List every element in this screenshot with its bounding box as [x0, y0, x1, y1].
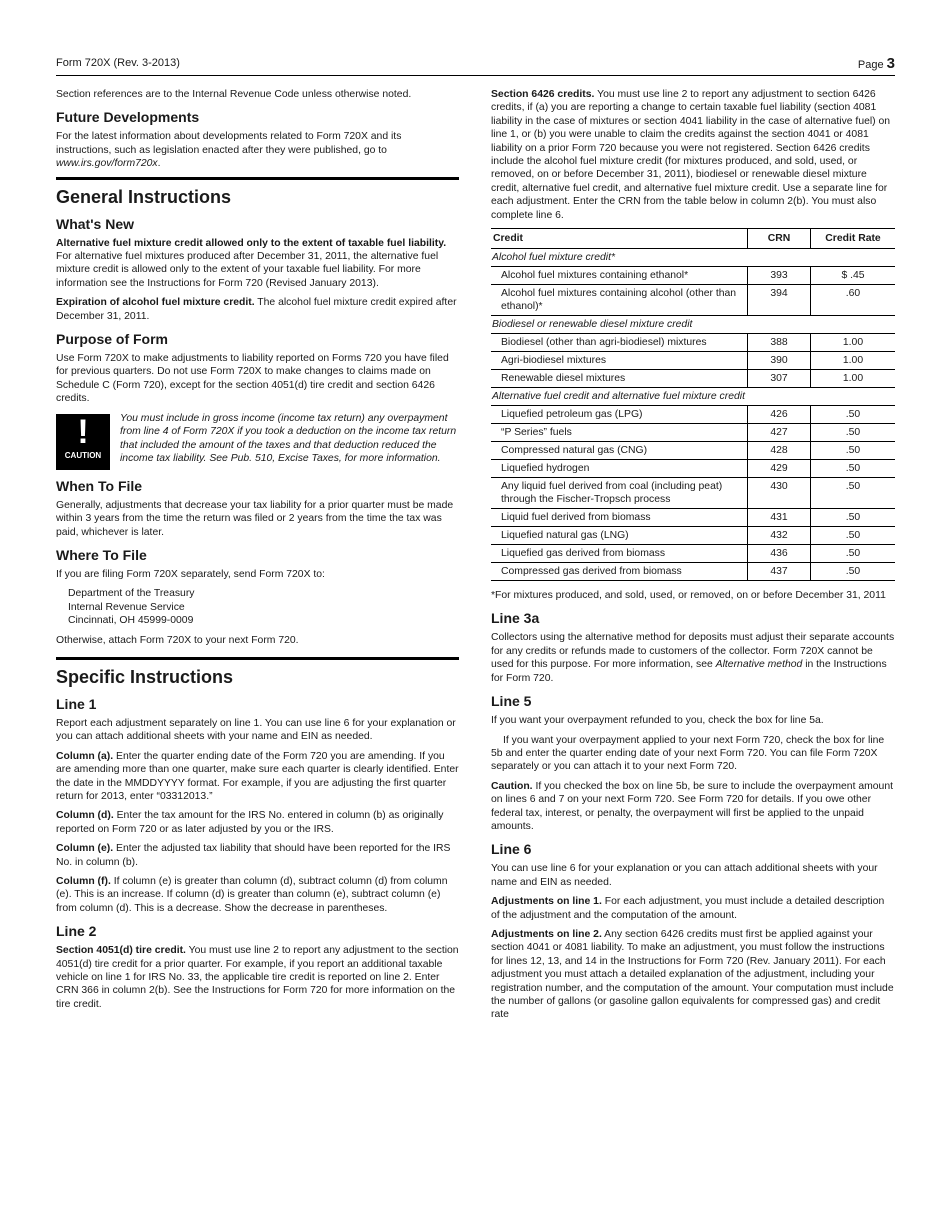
- general-instructions-heading: General Instructions: [56, 177, 459, 208]
- table-header-row: [491, 229, 895, 249]
- line2-text: Section 4051(d) tire credit. You must use line 2 to report any adjustment to the section 4051(d) tire credit for a prior quarter. For example, if you report an additional taxable vehicle on line 1 for IRS No. 33, the applicable tire credit is reported on line 2. Enter CRN 366 in column 2(b). See the Instructions for Form 720 for more information on the tire credit.: [56, 945, 459, 1010]
- crn-cell: 437: [748, 563, 811, 581]
- crn-cell: 436: [748, 545, 811, 563]
- crn-cell: 393: [748, 267, 811, 285]
- left-column: [56, 88, 459, 1017]
- table-row: [491, 334, 895, 352]
- credit-cell: Compressed gas derived from biomass: [491, 563, 748, 581]
- irs-link[interactable]: www.irs.gov/form720x: [56, 158, 158, 170]
- group-label: Biodiesel or renewable diesel mixture credit: [491, 316, 895, 334]
- where-to-file-heading: Where To File: [56, 546, 147, 563]
- purpose-text: Use Form 720X to make adjustments to liability reported on Forms 720 you have filed for previous quarters. Do not use Form 720X to make changes to claims made on Schedule C (Form 720), except for the section 4051(d) tire credit and section 6426 credits.: [56, 353, 449, 405]
- credit-cell: Compressed natural gas (CNG): [491, 442, 748, 460]
- credit-cell: Alcohol fuel mixtures containing ethanol*: [491, 267, 748, 285]
- credit-rate-cell: .60: [811, 285, 896, 316]
- group-label: Alternative fuel credit and alternative fuel mixture credit: [491, 388, 895, 406]
- table-row: [491, 424, 895, 442]
- header-crn: CRN: [748, 229, 811, 249]
- whats-new-heading: What's New: [56, 215, 135, 232]
- table-row: [491, 285, 895, 316]
- adjustments-line1-text: Adjustments on line 1. For each adjustment, you must include a detailed description of the adjustment and the computation of the amount.: [491, 896, 885, 921]
- table-footnote: *For mixtures produced, and sold, used, or removed, on or before December 31, 2011: [491, 590, 886, 602]
- caution-icon: ! CAUTION: [56, 414, 110, 470]
- credit-rate-cell: .50: [811, 509, 896, 527]
- table-row: [491, 267, 895, 285]
- table-group-row: [491, 249, 895, 267]
- crn-cell: 431: [748, 509, 811, 527]
- credit-rate-cell: .50: [811, 478, 896, 509]
- column-e-text: Column (e). Enter the adjusted tax liability that should have been reported for the IRS No. in column (b).: [56, 843, 451, 868]
- caution-text: You must include in gross income (income tax return) any overpayment from line 4 of Form 720X if you took a deduction on the income tax return that included the amount of the taxes and that deduction reduced the income tax liability. See Pub. 510, Excise Taxes, for more information.: [120, 412, 457, 464]
- credit-crn-table: [491, 228, 895, 581]
- line3a-heading: Line 3a: [491, 610, 540, 627]
- line5-p1: If you want your overpayment refunded to you, check the box for line 5a.: [491, 715, 824, 727]
- section-6426-text: Section 6426 credits. You must use line 2 to report any adjustment to section 6426 credits, if (a) you are reporting a change to certain taxable fuel liability (section 4081 liability in the case of mixtures or section 4041 liability in the case of alternative fuel) on line 1, or (b) you were unable to claim the credits against the section 4041 or 4081 liability on a prior Form 720 because you were not registered. Section 6426 credits include the alcohol fuel mixture credit (for mixtures produced, and sold, used, or removed, on or before December 31, 2011), biodiesel or renewable diesel mixture credit, alternative fuel credit, and alternative fuel mixture credit. Use a separate line for each adjustment. Enter the CRN from the table below in column 2(b). You must also complete line 6.: [491, 89, 891, 221]
- credit-rate-cell: .50: [811, 442, 896, 460]
- credit-rate-cell: .50: [811, 545, 896, 563]
- when-to-file-heading: When To File: [56, 477, 143, 494]
- table-body: [491, 249, 895, 581]
- credit-cell: Liquefied petroleum gas (LPG): [491, 406, 748, 424]
- credit-cell: “P Series” fuels: [491, 424, 748, 442]
- crn-cell: 430: [748, 478, 811, 509]
- form-revision: Form 720X (Rev. 3-2013): [56, 57, 180, 69]
- credit-cell: Liquid fuel derived from biomass: [491, 509, 748, 527]
- column-a-text: Column (a). Enter the quarter ending date of the Form 720 you are amending. If you are amending more than one quarter, make sure each quarter is clearly identified. Enter the date in the MMDDYYYY format. For example, if you are adjusting the first quarter return for 2013, enter “03312013.”: [56, 750, 459, 802]
- caution-box: [56, 412, 459, 470]
- crn-cell: 394: [748, 285, 811, 316]
- crn-cell: 390: [748, 352, 811, 370]
- page-header: [56, 55, 895, 76]
- table-row: [491, 406, 895, 424]
- credit-rate-cell: $ .45: [811, 267, 896, 285]
- right-column: [491, 88, 895, 1028]
- credit-rate-cell: .50: [811, 527, 896, 545]
- table-row: [491, 460, 895, 478]
- credit-cell: Liquefied hydrogen: [491, 460, 748, 478]
- credit-cell: Any liquid fuel derived from coal (including peat) through the Fischer-Tropsch process: [491, 478, 748, 509]
- table-row: [491, 442, 895, 460]
- credit-rate-cell: .50: [811, 460, 896, 478]
- table-row: [491, 478, 895, 509]
- mailing-address: Department of the Treasury Internal Revenue Service Cincinnati, OH 45999-0009: [68, 588, 195, 627]
- when-to-file-text: Generally, adjustments that decrease your tax liability for a prior quarter must be made within 3 years from the time the return was filed or 2 years from the time the tax was paid, whichever is later.: [56, 499, 454, 538]
- table-row: [491, 370, 895, 388]
- crn-cell: 307: [748, 370, 811, 388]
- credit-rate-cell: 1.00: [811, 370, 896, 388]
- crn-cell: 429: [748, 460, 811, 478]
- table-row: [491, 352, 895, 370]
- future-developments-text: For the latest information about developments related to Form 720X and its instructions, such as legislation enacted after they were published, go to www.irs.gov/form720x.: [56, 131, 402, 170]
- line3a-text: Collectors using the alternative method for deposits must adjust their separate accounts for any credits or refunds made to customers of the collector. Form 720X cannot be used for this purpose. For more information, see Alternative method in the Instructions for Form 720.: [491, 632, 895, 684]
- line6-heading: Line 6: [491, 841, 532, 858]
- table-row: [491, 527, 895, 545]
- where-to-file-text: If you are filing Form 720X separately, send Form 720X to:: [56, 568, 325, 580]
- credit-cell: Alcohol fuel mixtures containing alcohol (other than ethanol)*: [491, 285, 748, 316]
- line2-heading: Line 2: [56, 923, 97, 940]
- table-group-row: [491, 388, 895, 406]
- credit-rate-cell: .50: [811, 563, 896, 581]
- credit-cell: Agri-biodiesel mixtures: [491, 352, 748, 370]
- whats-new-p1: Alternative fuel mixture credit allowed only to the extent of taxable fuel liability. For alternative fuel mixtures produced after December 31, 2011, the alternative fuel mixture credit is allowed only to the extent of your taxable fuel liability. For more information see the Instructions for Form 720 (Revised January 2013).: [56, 237, 447, 289]
- otherwise-text: Otherwise, attach Form 720X to your next Form 720.: [56, 634, 299, 646]
- adjustments-line2-text: Adjustments on line 2. Any section 6426 credits must first be applied against your section 4041 or 4081 liability. To make an adjustment, you must follow the instructions for lines 12, 13, and 14 in the Instructions for Form 720 (Rev. January 2011). For each adjustment you must attach a detailed explanation of the adjustment, including your registration number, and the computation of the amount. Your computation must include the number of gallons (or gasoline gallon equivalents for compressed gas) and credit rate: [491, 928, 894, 1021]
- credit-cell: Renewable diesel mixtures: [491, 370, 748, 388]
- future-developments-heading: Future Developments: [56, 109, 200, 126]
- whats-new-p2: Expiration of alcohol fuel mixture credit. The alcohol fuel mixture credit expired after December 31, 2011.: [56, 297, 457, 322]
- intro-text: Section references are to the Internal Revenue Code unless otherwise noted.: [56, 89, 412, 100]
- credit-cell: Liquefied natural gas (LNG): [491, 527, 748, 545]
- line5-caution: Caution. If you checked the box on line 5b, be sure to include the overpayment amount on lines 6 and 7 on your next Form 720. See Form 720 for details. If you owe other federal tax, interest, or penalty, the overpayment will first be applied to the unpaid amounts.: [491, 780, 893, 832]
- crn-cell: 427: [748, 424, 811, 442]
- crn-cell: 428: [748, 442, 811, 460]
- credit-rate-cell: .50: [811, 406, 896, 424]
- credit-rate-cell: 1.00: [811, 334, 896, 352]
- credit-cell: Biodiesel (other than agri-biodiesel) mixtures: [491, 334, 748, 352]
- line1-text: Report each adjustment separately on line 1. You can use line 6 for your explanation or you can attach additional sheets with your name and EIN as needed.: [56, 717, 456, 743]
- header-credit-rate: Credit Rate: [811, 229, 896, 249]
- credit-rate-cell: 1.00: [811, 352, 896, 370]
- crn-cell: 432: [748, 527, 811, 545]
- table-group-row: [491, 316, 895, 334]
- purpose-heading: Purpose of Form: [56, 331, 169, 348]
- header-credit: Credit: [491, 229, 748, 249]
- line5-heading: Line 5: [491, 693, 532, 710]
- crn-cell: 426: [748, 406, 811, 424]
- line5-p2: If you want your overpayment applied to your next Form 720, check the box for line 5b and enter the quarter ending date of your next Form 720. You can file Form 720X separately or you can attach it to your next Form 720.: [491, 734, 885, 773]
- column-d-text: Column (d). Enter the tax amount for the IRS No. entered in column (b) as originally reported on Form 720 or as later adjusted by you or the IRS.: [56, 810, 444, 835]
- table-row: [491, 563, 895, 581]
- line6-text: You can use line 6 for your explanation or you can attach additional sheets with your name and EIN as needed.: [491, 863, 878, 888]
- credit-cell: Liquefied gas derived from biomass: [491, 545, 748, 563]
- column-f-text: Column (f). If column (e) is greater than column (d), subtract column (d) from column (e). This is an increase. If column (d) is greater than column (e), subtract column (e) from column (d). This is a decrease. Show the decrease in parentheses.: [56, 876, 448, 914]
- crn-cell: 388: [748, 334, 811, 352]
- table-row: [491, 545, 895, 563]
- specific-instructions-heading: Specific Instructions: [56, 657, 459, 688]
- table-row: [491, 509, 895, 527]
- page-number: Page 3: [857, 55, 895, 72]
- line1-heading: Line 1: [56, 695, 97, 712]
- credit-rate-cell: .50: [811, 424, 896, 442]
- group-label: Alcohol fuel mixture credit*: [491, 249, 895, 267]
